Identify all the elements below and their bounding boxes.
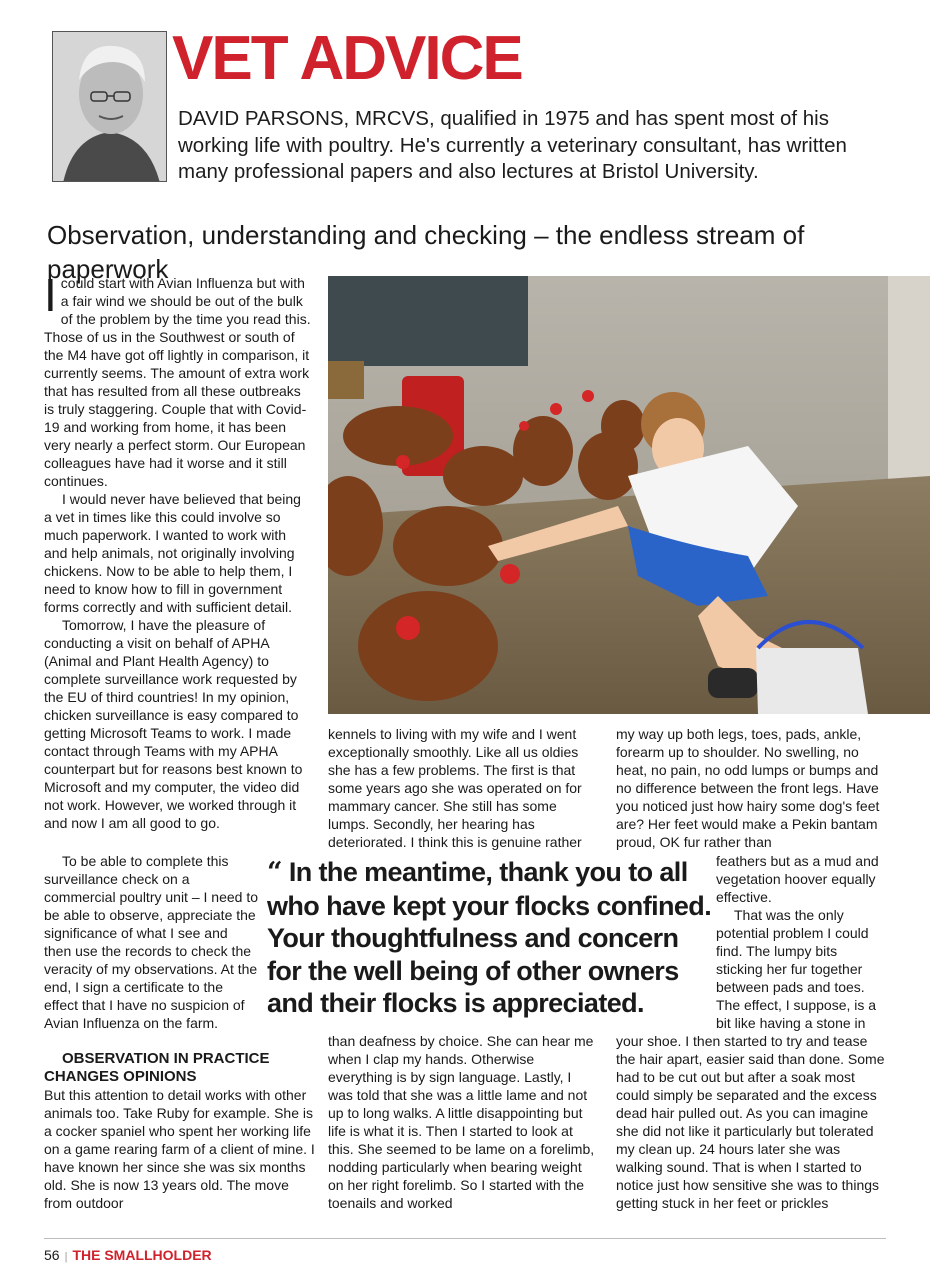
section-kicker: VET ADVICE bbox=[172, 24, 522, 93]
article-column-3-upper bbox=[616, 725, 886, 851]
paragraph-5: But this attention to detail works with other animals too. Take Ruby for example. She is a cocker spaniel who spent her working life on a game rearing farm of a client of mine. I have known her since she was six months old. She is now 13 years old. The move from outdoor bbox=[44, 1087, 315, 1211]
paragraph-col3-lower: your shoe. I then started to try and tease the hair apart, easier said than done. Some had to be cut out but after a soak most could simply be separated and the excess dead hair pulled out. As you can imagine she did not like it particularly but tolerated my clean up. 24 hours later she was walking sound. That is when I started to notice just how sensitive she was to things getting stuck in her feet or prickles bbox=[616, 1033, 885, 1211]
drop-cap: I bbox=[44, 269, 57, 321]
article-subhead: Observation, understanding and checking – the endless stream of paperwork bbox=[47, 220, 805, 284]
publication-name: THE SMALLHOLDER bbox=[72, 1247, 212, 1263]
paragraph-col2-upper: kennels to living with my wife and I went exceptionally smoothly. Like all us oldies she has a few problems. The first is that some years ago she was operated on for mammary cancer. She still has some lumps. Secondly, her hearing has deteriorated. I think this is genuine rather bbox=[328, 726, 582, 850]
pull-quote-text: In the meantime, thank you to all who have kept your flocks confined. Your thoughtfulness and concern for the well being of other owners and their flocks is appreciated. bbox=[267, 857, 712, 1018]
paragraph-col3-narrow-2: That was the only potential problem I could find. The lumpy bits sticking her fur together between pads and toes. The effect, I suppose, is a bit like having a stone in bbox=[716, 907, 877, 1031]
quote-mark-icon: “ bbox=[267, 857, 282, 888]
page-number: 56 bbox=[44, 1247, 60, 1263]
footer-divider bbox=[44, 1238, 886, 1239]
paragraph-col3-upper: my way up both legs, toes, pads, ankle, forearm up to shoulder. No swelling, no heat, no pain, no odd lumps or bumps and no difference between the front legs. Have you noticed just how hairy some dog's feet are? Her feet would make a Pekin bantam proud, OK fur rather than bbox=[616, 726, 880, 850]
author-portrait bbox=[52, 31, 167, 182]
footer-separator: | bbox=[64, 1251, 68, 1263]
paragraph-col3-narrow-1: feathers but as a mud and vegetation hoover equally effective. bbox=[716, 853, 879, 905]
article-column-2-upper bbox=[328, 725, 598, 851]
article-column-1 bbox=[44, 269, 312, 832]
paragraph-3: Tomorrow, I have the pleasure of conducting a visit on behalf of APHA (Animal and Plant Health Agency) to complete surveillance work requested by the EU of third countries! In my opinion, chicken surveillance is easy compared to getting Microsoft Teams to work. I made contact through Teams with my APHA counterpart but for reasons best known to Microsoft and my computer, the video did not work. However, we worked through it and now I am all good to go. bbox=[44, 617, 303, 831]
article-photo bbox=[328, 276, 930, 714]
paragraph-col2-lower: than deafness by choice. She can hear me when I clap my hands. Otherwise everything is by sign language. Lastly, I was told that she was a little lame and not up to long walks. A little disappointing but life is what it is. Then I started to look at this. She seemed to be lame on a forelimb, nodding particularly when bearing weight on her right forelimb. So I started with the toenails and worked bbox=[328, 1033, 595, 1211]
section-heading: OBSERVATION IN PRACTICE CHANGES OPINIONS bbox=[44, 1050, 270, 1085]
article-column-3-narrow bbox=[716, 852, 886, 1032]
article-column-3-lower bbox=[616, 1032, 886, 1212]
paragraph-4: To be able to complete this surveillance check on a commercial poultry unit – I need to be able to observe, appreciate the significance of what I see and then use the records to check the veracity of my observations. At the end, I sign a certificate to the effect that I have no suspicion of Avian Influenza on the farm. bbox=[44, 853, 258, 1031]
article-column-1-lower bbox=[44, 1050, 316, 1212]
article-column-2-lower bbox=[328, 1032, 600, 1212]
author-bio: DAVID PARSONS, MRCVS, qualified in 1975 and has spent most of his working life with poultry. He's currently a veterinary consultant, has written many professional papers and also lectures at Bristol University. bbox=[178, 107, 847, 183]
pull-quote bbox=[267, 856, 712, 1020]
page-footer bbox=[44, 1246, 212, 1266]
paragraph-2: I would never have believed that being a vet in times like this could involve so much paperwork. I wanted to work with and help animals, not originally involving chickens. Now to be able to help them, I need to know how to fill in government forms correctly and with sufficient detail. bbox=[44, 491, 301, 615]
article-column-1-narrow bbox=[44, 852, 258, 1032]
paragraph-1: Icould start with Avian Influenza but with a fair wind we should be out of the bulk of the problem by the time you read this. Those of us in the Southwest or south of the M4 have got off lightly in comparison, it currently seems. The amount of extra work that has resulted from all these outbreaks is truly staggering. Couple that with Covid-19 and working from home, it has been very nearly a perfect storm. Our European colleagues have had it worse and it still continues. bbox=[44, 269, 311, 489]
